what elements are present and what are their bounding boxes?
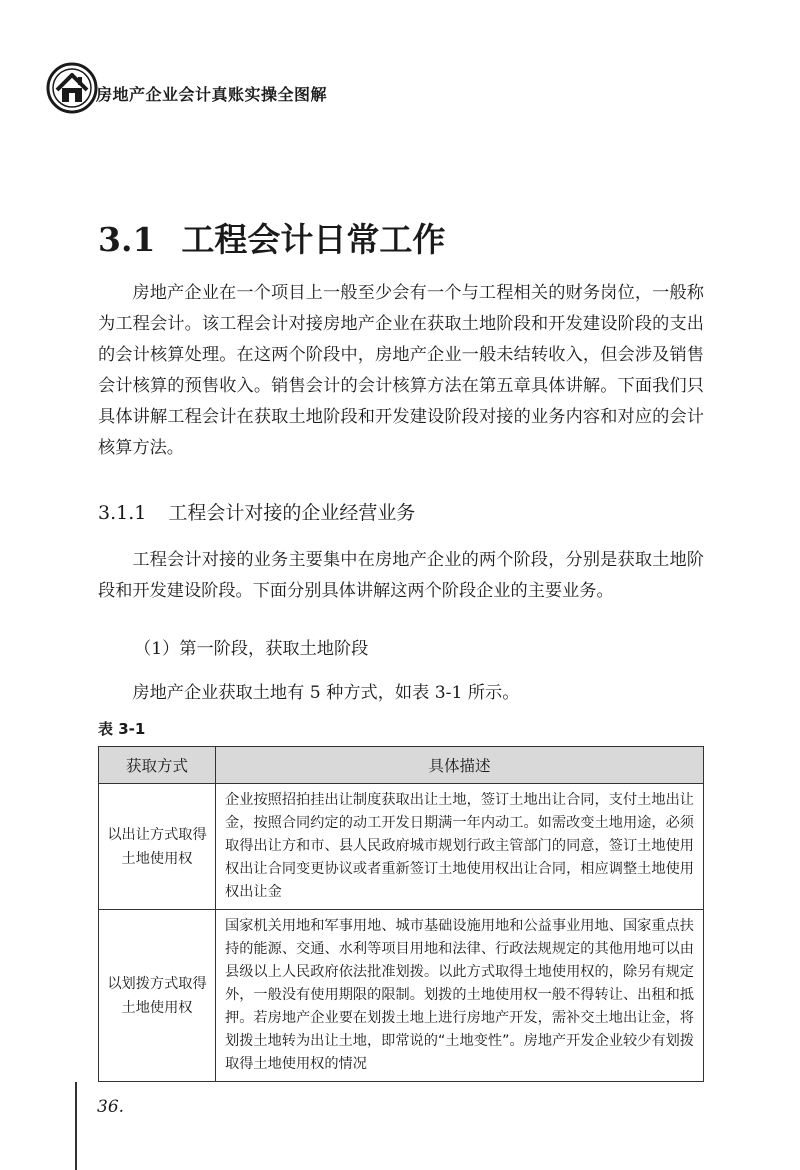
intro-paragraph: 房地产企业在一个项目上一般至少会有一个与工程相关的财务岗位，一般称为工程会计。该工程会计对接房地产企业在获取土地阶段和开发建设阶段的支出的会计核算处理。在这两个阶段中，房地产企业一般未结转收入，但会涉及销售会计核算的预售收入。销售会计的会计核算方法在第五章具体讲解。下面我们只具体讲解工程会计在获取土地阶段和开发建设阶段对接的业务内容和对应的会计核算方法。: [98, 283, 704, 458]
header-description: 具体描述: [216, 747, 704, 784]
page-number: 36.: [97, 1097, 125, 1117]
house-logo-icon: [46, 62, 98, 114]
subsection-number: 3.1.1: [98, 502, 147, 524]
description-cell: 国家机关用地和军事用地、城市基础设施用地和公益事业用地、国家重点扶持的能源、交通、水利等项目用地和法律、行政法规规定的其他用地可以由县级以上人民政府依法批准划拨。以此方式取得土地使用权的，除另有规定外，一般没有使用期限的限制。划拨的土地使用权一般不得转让、出租和抵押。若房地产企业要在划拨土地上进行房地产开发，需补交土地出让金，将划拨土地转为出让土地，即常说的“土地变性”。房地产开发企业较少有划拨取得土地使用权的情况: [216, 910, 704, 1082]
table-header-row: [99, 747, 704, 784]
step-heading: （1）第一阶段，获取土地阶段: [134, 639, 369, 659]
section-number: 3.1: [98, 220, 156, 259]
book-title: 房地产企业会计真账实操全图解: [96, 85, 328, 104]
section-title: [98, 214, 445, 261]
margin-rule: [75, 1082, 77, 1170]
table-intro-paragraph: 房地产企业获取土地有 5 种方式，如表 3-1 所示。: [132, 683, 520, 703]
description-cell: 企业按照招拍挂出让制度获取出让土地，签订土地出让合同，支付土地出让金，按照合同约定的动工开发日期满一年内动工。如需改变土地用途，必须取得出让方和市、县人民政府城市规划行政主管部门的同意，签订土地使用权出让合同变更协议或者重新签订土地使用权出让合同，相应调整土地使用权出让金: [216, 784, 704, 910]
business-paragraph: 工程会计对接的业务主要集中在房地产企业的两个阶段，分别是获取土地阶段和开发建设阶段。下面分别具体讲解这两个阶段企业的主要业务。: [98, 550, 704, 601]
method-cell: 以划拨方式取得土地使用权: [99, 910, 216, 1082]
subsection-title: 工程会计对接的企业经营业务: [168, 502, 416, 524]
table-row: [99, 784, 704, 910]
page-header: [46, 62, 746, 122]
section-title-text: 工程会计日常工作: [181, 220, 446, 259]
table-label: 表 3-1: [98, 720, 146, 738]
header-method: 获取方式: [99, 747, 216, 784]
method-cell: 以出让方式取得土地使用权: [99, 784, 216, 910]
land-acquisition-table: [98, 746, 704, 1082]
table-row: [99, 910, 704, 1082]
subsection-heading: [98, 498, 415, 525]
